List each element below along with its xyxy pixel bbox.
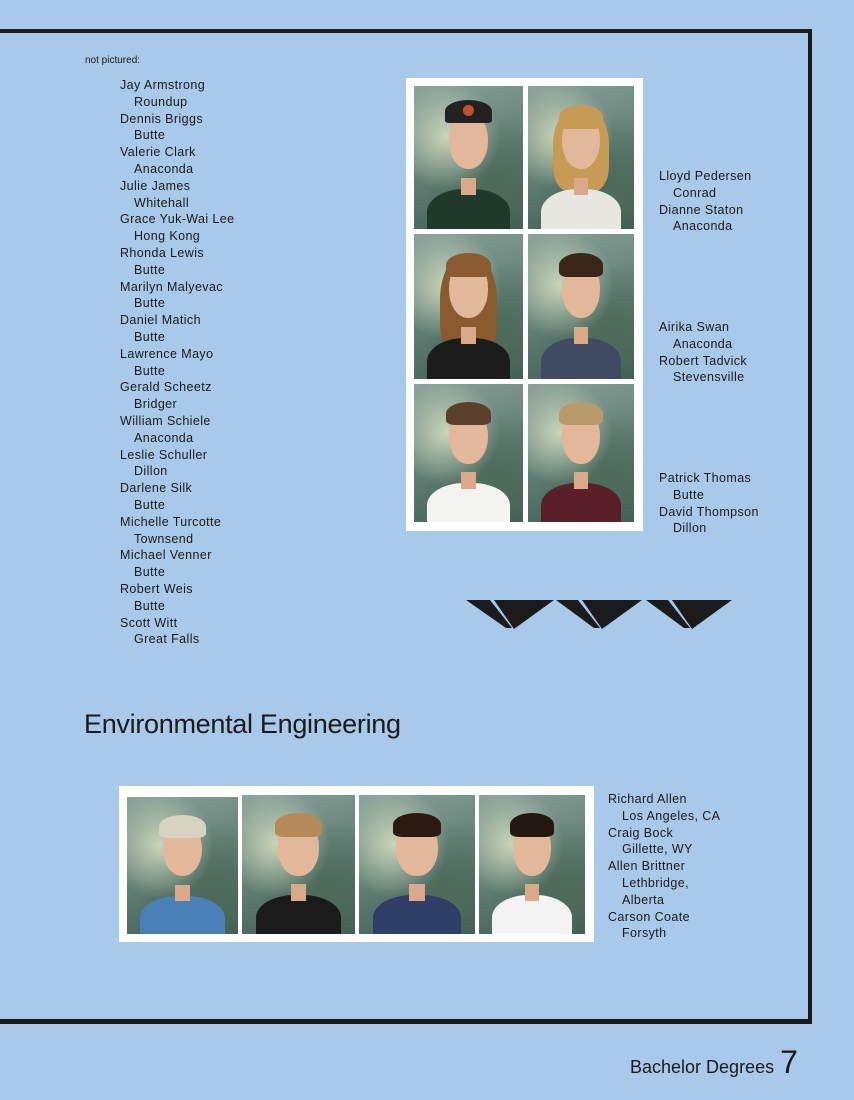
student-name: David Thompson <box>659 504 759 519</box>
list-item <box>120 615 320 649</box>
portrait-photo <box>242 795 355 934</box>
student-hometown: Butte <box>134 565 166 580</box>
student-name: Allen Brittner <box>608 859 686 874</box>
student-name: Richard Allen <box>608 792 687 806</box>
student-hometown: Los Angeles, CA <box>622 808 721 823</box>
list-item <box>120 480 320 514</box>
list-item <box>120 245 320 279</box>
portrait-photo <box>359 795 475 934</box>
student-name: Rhonda Lewis <box>120 245 205 260</box>
student-hometown: Gillette, WY <box>622 842 693 857</box>
student-hometown: Great Falls <box>134 632 200 647</box>
list-item <box>120 178 320 212</box>
list-item <box>120 413 320 447</box>
photo-grid-panel <box>406 78 643 531</box>
list-item <box>120 447 320 481</box>
student-hometown: Lethbridge, <box>622 875 689 890</box>
section-caption <box>608 791 720 942</box>
student-hometown: Butte <box>134 363 166 378</box>
student-name: Gerald Scheetz <box>120 380 212 395</box>
student-name: Robert Tadvick <box>659 353 748 368</box>
portrait-photo <box>414 384 523 522</box>
student-hometown: Butte <box>134 296 166 311</box>
student-name: Lawrence Mayo <box>120 346 214 361</box>
portrait-photo <box>127 797 238 934</box>
student-hometown: Forsyth <box>622 926 667 941</box>
student-hometown: Anaconda <box>673 219 733 234</box>
student-name: Robert Weis <box>120 581 193 596</box>
student-name: Daniel Matich <box>120 313 201 328</box>
student-name: Carson Coate <box>608 909 690 924</box>
photo-row-caption <box>659 470 759 537</box>
student-hometown: Dillon <box>134 464 168 479</box>
list-item <box>120 111 320 145</box>
portrait-photo <box>479 795 585 934</box>
student-name: Darlene Silk <box>120 481 193 496</box>
not-pictured-list <box>120 77 320 648</box>
list-item <box>120 581 320 615</box>
student-hometown: Stevensville <box>673 370 745 385</box>
student-name: William Schiele <box>120 413 211 428</box>
student-hometown: Butte <box>673 487 705 502</box>
student-hometown: Anaconda <box>134 430 194 445</box>
student-name: Patrick Thomas <box>659 471 752 485</box>
photo-row-caption <box>659 168 751 235</box>
student-name: Michelle Turcotte <box>120 514 222 529</box>
page-footer <box>630 1044 798 1081</box>
section-photo-strip <box>119 786 594 942</box>
student-hometown: Butte <box>134 262 166 277</box>
portrait-photo <box>528 234 634 379</box>
photo-row-caption <box>659 319 747 386</box>
student-hometown: Whitehall <box>134 195 190 210</box>
student-name: Jay Armstrong <box>120 78 206 92</box>
student-name: Dianne Staton <box>659 202 744 217</box>
student-hometown: Dillon <box>673 521 707 536</box>
frame-bottom-border <box>0 1019 812 1024</box>
frame-top-border <box>0 29 812 33</box>
student-hometown: Butte <box>134 497 166 512</box>
chevron-ornament-icon <box>466 598 736 632</box>
student-name: Craig Bock <box>608 825 674 840</box>
list-item <box>120 547 320 581</box>
student-hometown: Roundup <box>134 94 188 109</box>
footer-label: Bachelor Degrees <box>630 1057 775 1077</box>
list-item <box>120 144 320 178</box>
list-item <box>120 279 320 313</box>
student-name: Marilyn Malyevac <box>120 279 223 294</box>
list-item <box>120 379 320 413</box>
student-hometown: Conrad <box>673 185 717 200</box>
student-name: Dennis Briggs <box>120 111 204 126</box>
student-name: Scott Witt <box>120 615 178 630</box>
list-item <box>120 312 320 346</box>
student-hometown-line2: Alberta <box>622 892 665 907</box>
list-item <box>120 514 320 548</box>
student-hometown: Townsend <box>134 531 194 546</box>
portrait-photo <box>414 234 523 379</box>
student-hometown: Bridger <box>134 397 178 412</box>
student-hometown: Butte <box>134 329 166 344</box>
portrait-photo <box>528 86 634 229</box>
list-item <box>120 77 320 111</box>
student-hometown: Anaconda <box>673 336 733 351</box>
page-number: 7 <box>780 1044 798 1080</box>
student-name: Leslie Schuller <box>120 447 208 462</box>
not-pictured-heading: not pictured: <box>85 55 141 66</box>
portrait-photo <box>414 86 523 229</box>
student-name: Lloyd Pedersen <box>659 169 752 183</box>
student-hometown: Butte <box>134 598 166 613</box>
list-item <box>120 346 320 380</box>
student-name: Airika Swan <box>659 320 730 334</box>
portrait-photo <box>528 384 634 522</box>
list-item <box>120 211 320 245</box>
student-hometown: Hong Kong <box>134 229 201 244</box>
frame-right-border <box>808 29 812 1024</box>
student-hometown: Anaconda <box>134 161 194 176</box>
student-name: Michael Venner <box>120 548 212 563</box>
student-name: Grace Yuk-Wai Lee <box>120 212 235 227</box>
section-title: Environmental Engineering <box>84 709 401 739</box>
student-name: Valerie Clark <box>120 145 196 160</box>
student-name: Julie James <box>120 178 191 193</box>
student-hometown: Butte <box>134 128 166 143</box>
